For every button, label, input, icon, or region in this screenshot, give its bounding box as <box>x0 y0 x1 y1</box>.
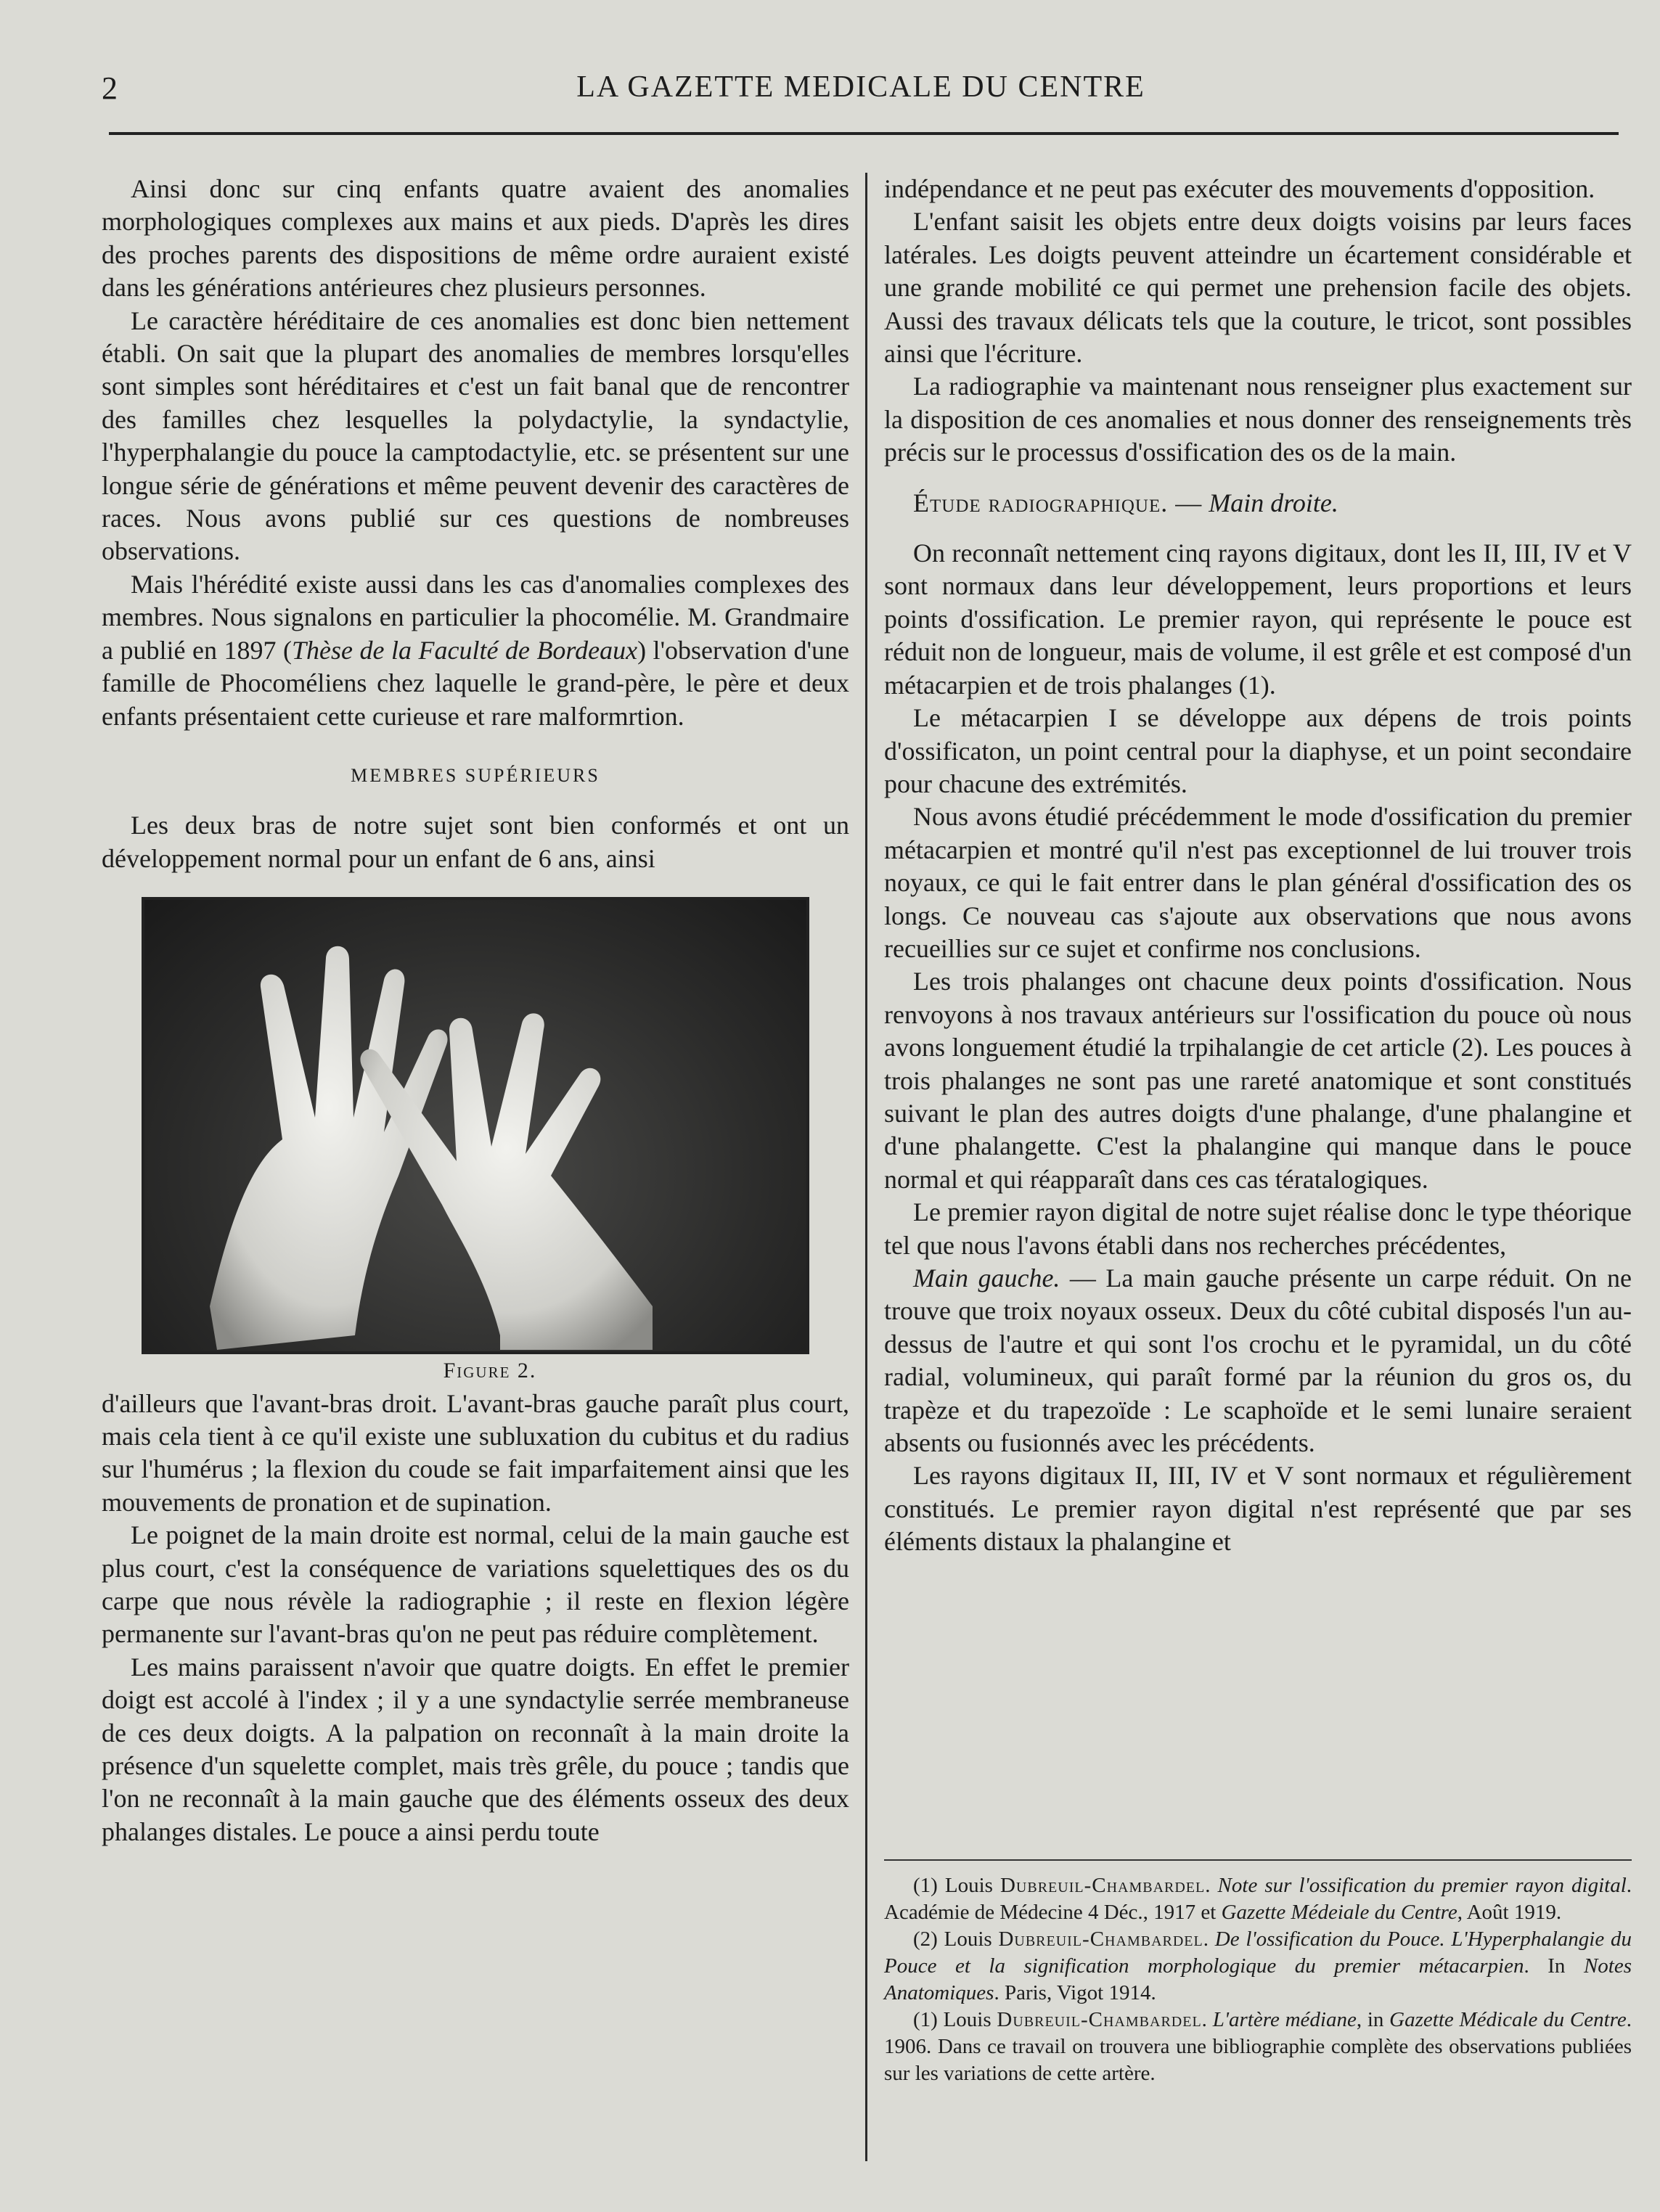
text: , in <box>1356 2008 1390 2031</box>
paragraph: Ainsi donc sur cinq enfants quatre avaient des anomalies morphologiques complexes aux mains et aux pieds. D'après les dires des proches parents des dispositions de même ordre auraient existé dans les générations antérieures chez plusieurs personnes. <box>102 174 849 303</box>
paragraph: La radiographie va maintenant nous renseigner plus exactement sur la disposition de ces anomalies et nous donner des renseignements très précis sur le processus d'ossification des os de la main. <box>884 372 1632 467</box>
text: (1) Louis <box>913 2008 997 2031</box>
paragraph <box>884 1262 1632 1459</box>
paragraph: Les rayons digitaux II, III, IV et V sont normaux et régulièrement constitués. Le premier rayon digital n'est représenté que par ses éléments distaux la phalangine et <box>884 1461 1632 1557</box>
section-heading: MEMBRES SUPÉRIEURS <box>351 764 600 786</box>
subsection-heading <box>884 487 1632 520</box>
paragraph: indépendance et ne peut pas exécuter des mouvements d'opposition. <box>884 174 1595 203</box>
paragraph: On reconnaît nettement cinq rayons digitaux, dont les II, III, IV et V sont normaux dans leur développement, leurs proportions et leurs points d'ossification. Le premier rayon, qui représente le pouce est réduit non de longueur, mais de volume, il est grêle et est composé d'un métacarpien et de trois phalanges (1). <box>884 538 1632 700</box>
page-header <box>102 70 1620 120</box>
text: . Paris, Vigot 1914. <box>994 1981 1156 2004</box>
italic-text: Gazette Médeiale du Centre <box>1221 1901 1457 1924</box>
text: (2) Louis <box>913 1928 999 1951</box>
hands-photograph <box>142 897 809 1354</box>
footnote <box>884 2007 1632 2087</box>
paragraph: Les trois phalanges ont chacune deux points d'ossification. Nous renvoyons à nos travaux antérieurs sur l'ossification du pouce où nous avons longuement étudié la trpihalangie de cet article (2). Les pouces à trois phalanges ne sont pas une rareté anatomique et sont constitués suivant le plan des autres doigts d'une phalange, d'une phalangine et d'une phalangette. C'est la phalangine qui manque dans le pouce normal et qui réapparaît dans ces cas tératalogiques. <box>884 967 1632 1194</box>
text: (1) Louis <box>913 1874 1000 1897</box>
right-hand-shape <box>360 1013 653 1350</box>
italic-text: Notes Anatomiques <box>884 1954 1632 2004</box>
author: Dubreuil-Chambardel <box>998 1928 1203 1951</box>
hands-illustration <box>144 900 806 1351</box>
journal-title: LA GAZETTE MEDICALE DU CENTRE <box>576 70 1145 104</box>
text: . 1906. Dans ce travail on trouvera une bibliographie complète des observations publiées sur les variations de cette artère. <box>884 2008 1632 2085</box>
paragraph: Le caractère héréditaire de ces anomalies est donc bien nettement établi. On sait que la plupart des anomalies de membres lorsqu'elles sont simples sont héréditaires et c'est un fait banal que de rencontrer des familles chez lesquelles la polydactylie, la syndactylie, l'hyperphalangie du pouce la camptodactylie, etc. se présentent sur une longue série de générations et même peuvent devenir des caractères de races. Nous avons publié sur ces questions de nombreuses observations. <box>102 306 849 566</box>
text: ) l'observation d'une famille de Phocoméliens chez laquelle le grand-père, le père et deux enfants présentaient cette curieuse et rare malformrtion. <box>102 635 849 731</box>
italic-text: Note sur l'ossification du premier rayon digital <box>1217 1874 1627 1897</box>
column-divider <box>865 173 867 2161</box>
paragraph: Le poignet de la main droite est normal, celui de la main gauche est plus court, c'est la conséquence de variations squelettiques des os du carpe que nous révèle la radiographie ; il reste en flexion légère permanente sur l'avant-bras qu'on ne peut pas réduire complètement. <box>102 1520 849 1649</box>
figure-caption: Figure 2. <box>443 1359 537 1383</box>
paragraph: Le premier rayon digital de notre sujet réalise donc le type théorique tel que nous l'avons établi dans nos recherches précédentes, <box>884 1197 1632 1260</box>
italic-text: De l'ossification du Pouce. L'Hyperphalangie du Pouce et la signification morphologique du premier métacarpien <box>884 1928 1632 1978</box>
text: . In <box>1524 1954 1584 1978</box>
footnote <box>884 1872 1632 1926</box>
paragraph: L'enfant saisit les objets entre deux doigts voisins par leurs faces latérales. Les doigts peuvent atteindre un écartement considérable et une grande mobilité ce qui permet une prehension facile des objets. Aussi des travaux délicats tels que la couture, le tricot, sont possibles ainsi que l'écriture. <box>884 207 1632 369</box>
text: . <box>1205 1874 1218 1897</box>
text: . <box>1201 2008 1213 2031</box>
paragraph <box>102 568 849 733</box>
paragraph: d'ailleurs que l'avant-bras droit. L'avant-bras gauche paraît plus court, mais cela tient à ce qu'il existe une subluxation du cubitus et du radius sur l'humérus ; la flexion du coude se fait imparfaitement ainsi que les mouvements de pronation et de supination. <box>102 1388 849 1517</box>
italic-text: Gazette Médicale du Centre <box>1389 2008 1627 2031</box>
author: Dubreuil-Chambardel <box>999 1874 1206 1897</box>
right-column <box>884 173 1632 1559</box>
italic-text: Thèse de la Faculté de Bordeaux <box>291 635 638 665</box>
italic-text: L'artère médiane <box>1212 2008 1357 2031</box>
study-label: Étude radiographique. — <box>913 488 1203 517</box>
page-number: 2 <box>102 70 118 106</box>
text: . <box>1203 1928 1215 1951</box>
text: . Académie de Médecine 4 Déc., 1917 et <box>884 1874 1632 1924</box>
paragraph: Le métacarpien I se développe aux dépens de trois points d'ossificaton, un point central pour la diaphyse, et un point secondaire pour chacune des extrémités. <box>884 703 1632 798</box>
header-rule <box>109 132 1619 135</box>
paragraph: Les mains paraissent n'avoir que quatre doigts. En effet le premier doigt est accolé à l'index ; il y a une syndactylie serrée membraneuse de ces deux doigts. A la palpation on reconnaît à la main droite la présence d'un squelette complet, mais très grêle, du pouce ; tandis que l'on ne reconnaît à la main gauche que des éléments osseux des deux phalanges distales. Le pouce a ainsi perdu toute <box>102 1652 849 1846</box>
author: Dubreuil-Chambardel <box>997 2008 1202 2031</box>
text: Mais l'hérédité existe aussi dans les cas d'anomalies complexes des membres. Nous signalons en particulier la phocomélie. M. Grandmaire a publié en 1897 ( <box>102 569 849 665</box>
paragraph: Nous avons étudié précédemment le mode d'ossification du premier métacarpien et montré qu'il n'est pas exceptionnel de lui trouver trois noyaux, ce qui le fait entrer dans le plan général d'ossification des os longs. Ce nouveau cas s'ajoute aux observations que nous avons recueillies sur ce sujet et confirme nos conclusions. <box>884 802 1632 963</box>
italic-text: Main gauche. <box>913 1263 1060 1293</box>
study-italic: Main droite. <box>1209 488 1338 517</box>
left-column <box>102 173 849 1848</box>
text: , Août 1919. <box>1457 1901 1562 1924</box>
footnote <box>884 1926 1632 2007</box>
text: — La main gauche présente un carpe réduit. On ne trouve que troix noyaux osseux. Deux du côté cubital disposés l'un au-dessus de l'autre et qui sont l'os crochu et le pyramidal, un du côté radial, volumineux, qui paraît formé par la réunion du gros os, du trapèze et du trapezoïde : Le scaphoïde et le semi lunaire seraient absents ou fusionnés avec les précédents. <box>884 1263 1632 1458</box>
paragraph: Les deux bras de notre sujet sont bien conformés et ont un développement normal pour un enfant de 6 ans, ainsi <box>102 811 849 873</box>
footnotes <box>884 1859 1632 2087</box>
